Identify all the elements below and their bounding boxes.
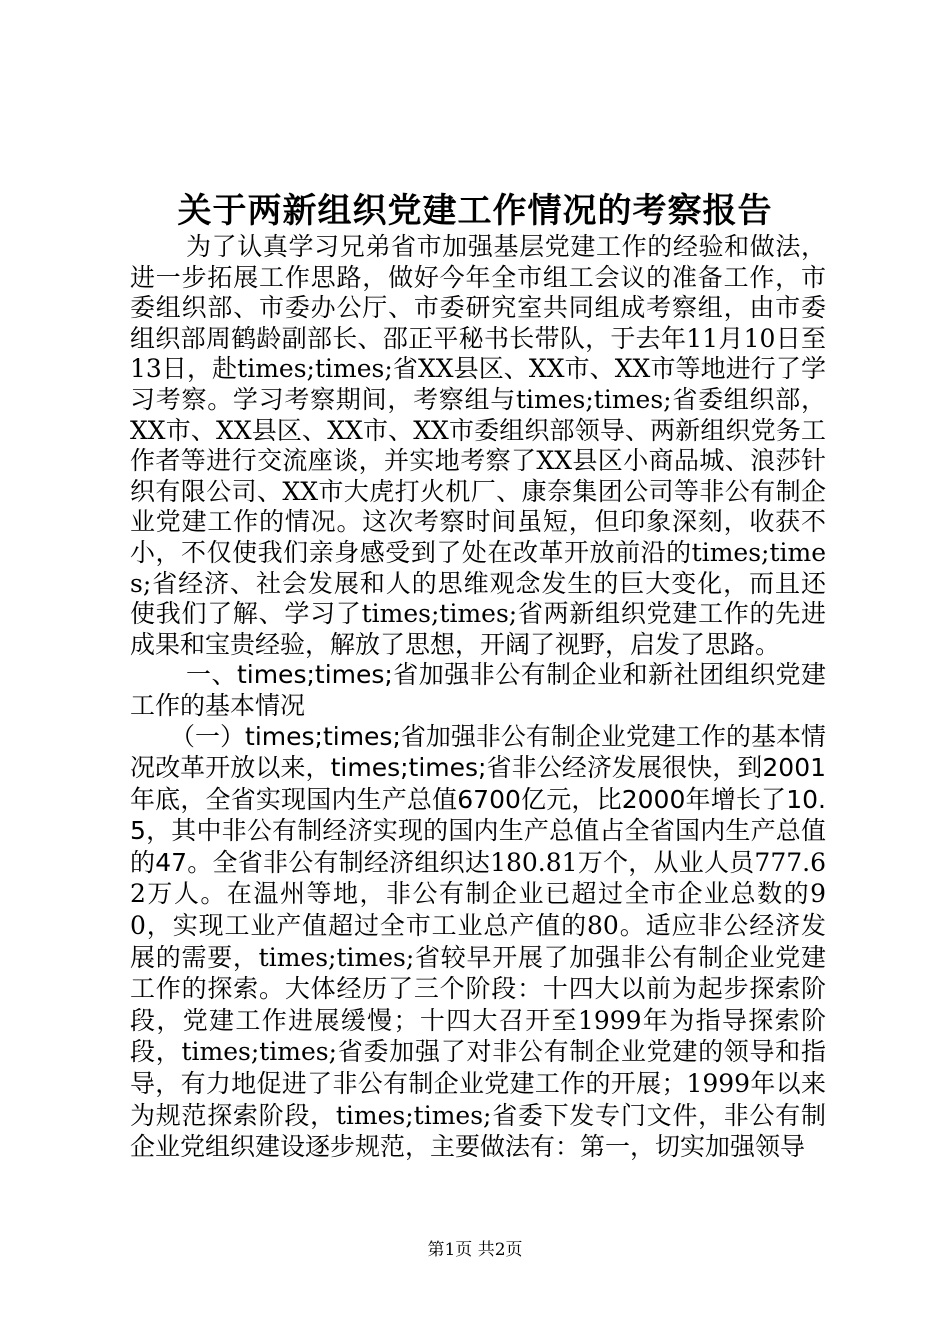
document-body bbox=[130, 232, 826, 1164]
intro-paragraph: 为了认真学习兄弟省市加强基层党建工作的经验和做法，进一步拓展工作思路，做好今年全市组工会议的准备工作，市委组织部、市委办公厅、市委研究室共同组成考察组，由市委组织部周鹤龄副部长、邵正平秘书长带队，于去年11月10日至13日，赴times;times;省XX县区、XX市、XX市等地进行了学习考察。学习考察期间，考察组与times;times;省委组织部，XX市、XX县区、XX市、XX市委组织部领导、两新组织党务工作者等进行交流座谈，并实地考察了XX县区小商品城、浪莎针织有限公司、XX市大虎打火机厂、康奈集团公司等非公有制企业党建工作的情况。这次考察时间虽短，但印象深刻，收获不小，不仅使我们亲身感受到了处在改革开放前沿的times;times;省经济、社会发展和人的思维观念发生的巨大变化，而且还使我们了解、学习了times;times;省两新组织党建工作的先进成果和宝贵经验，解放了思想，开阔了视野，启发了思路。 bbox=[130, 232, 826, 659]
section-heading: 一、times;times;省加强非公有制企业和新社团组织党建工作的基本情况 bbox=[130, 660, 826, 720]
page-footer: 第1页 共2页 bbox=[427, 1240, 523, 1260]
subsection-paragraph bbox=[130, 722, 826, 1164]
page-title: 关于两新组织党建工作情况的考察报告 bbox=[177, 191, 773, 231]
subsection-regular-text: 全省非公有制经济组织达180.81万个，从业人员777.62万人。在温州等地，非公有制企业已超过全市企业总数的90，实现工业产值超过全市工业总产值的80。适应非公经济发展的需要，times;times;省较早开展了加强非公有制企业党建工作的探索。大体经历了三个阶段：十四大以前为起步探索阶段，党建工作进展缓慢；十四大召开至1999年为指导探索阶段，times;times;省委加强了对非公有制企业党建的领导和指导，有力地促进了非公有制企业党建工作的开展；1999年以来为规范探索阶段，times;times;省委下发专门文件，非公有制企业党组织建设逐步规范，主要做法有：第一，切实加强领导 bbox=[130, 847, 826, 1162]
subsection-bold-text: （一）times;times;省加强非公有制企业党建工作的基本情况改革开放以来，times;times;省非公经济发展很快，到2001年底，全省实现国内生产总值6700亿元，比2000年增长了10.5，其中非公有制经济实现的国内生产总值占全省国内生产总值的47。 bbox=[130, 721, 826, 877]
